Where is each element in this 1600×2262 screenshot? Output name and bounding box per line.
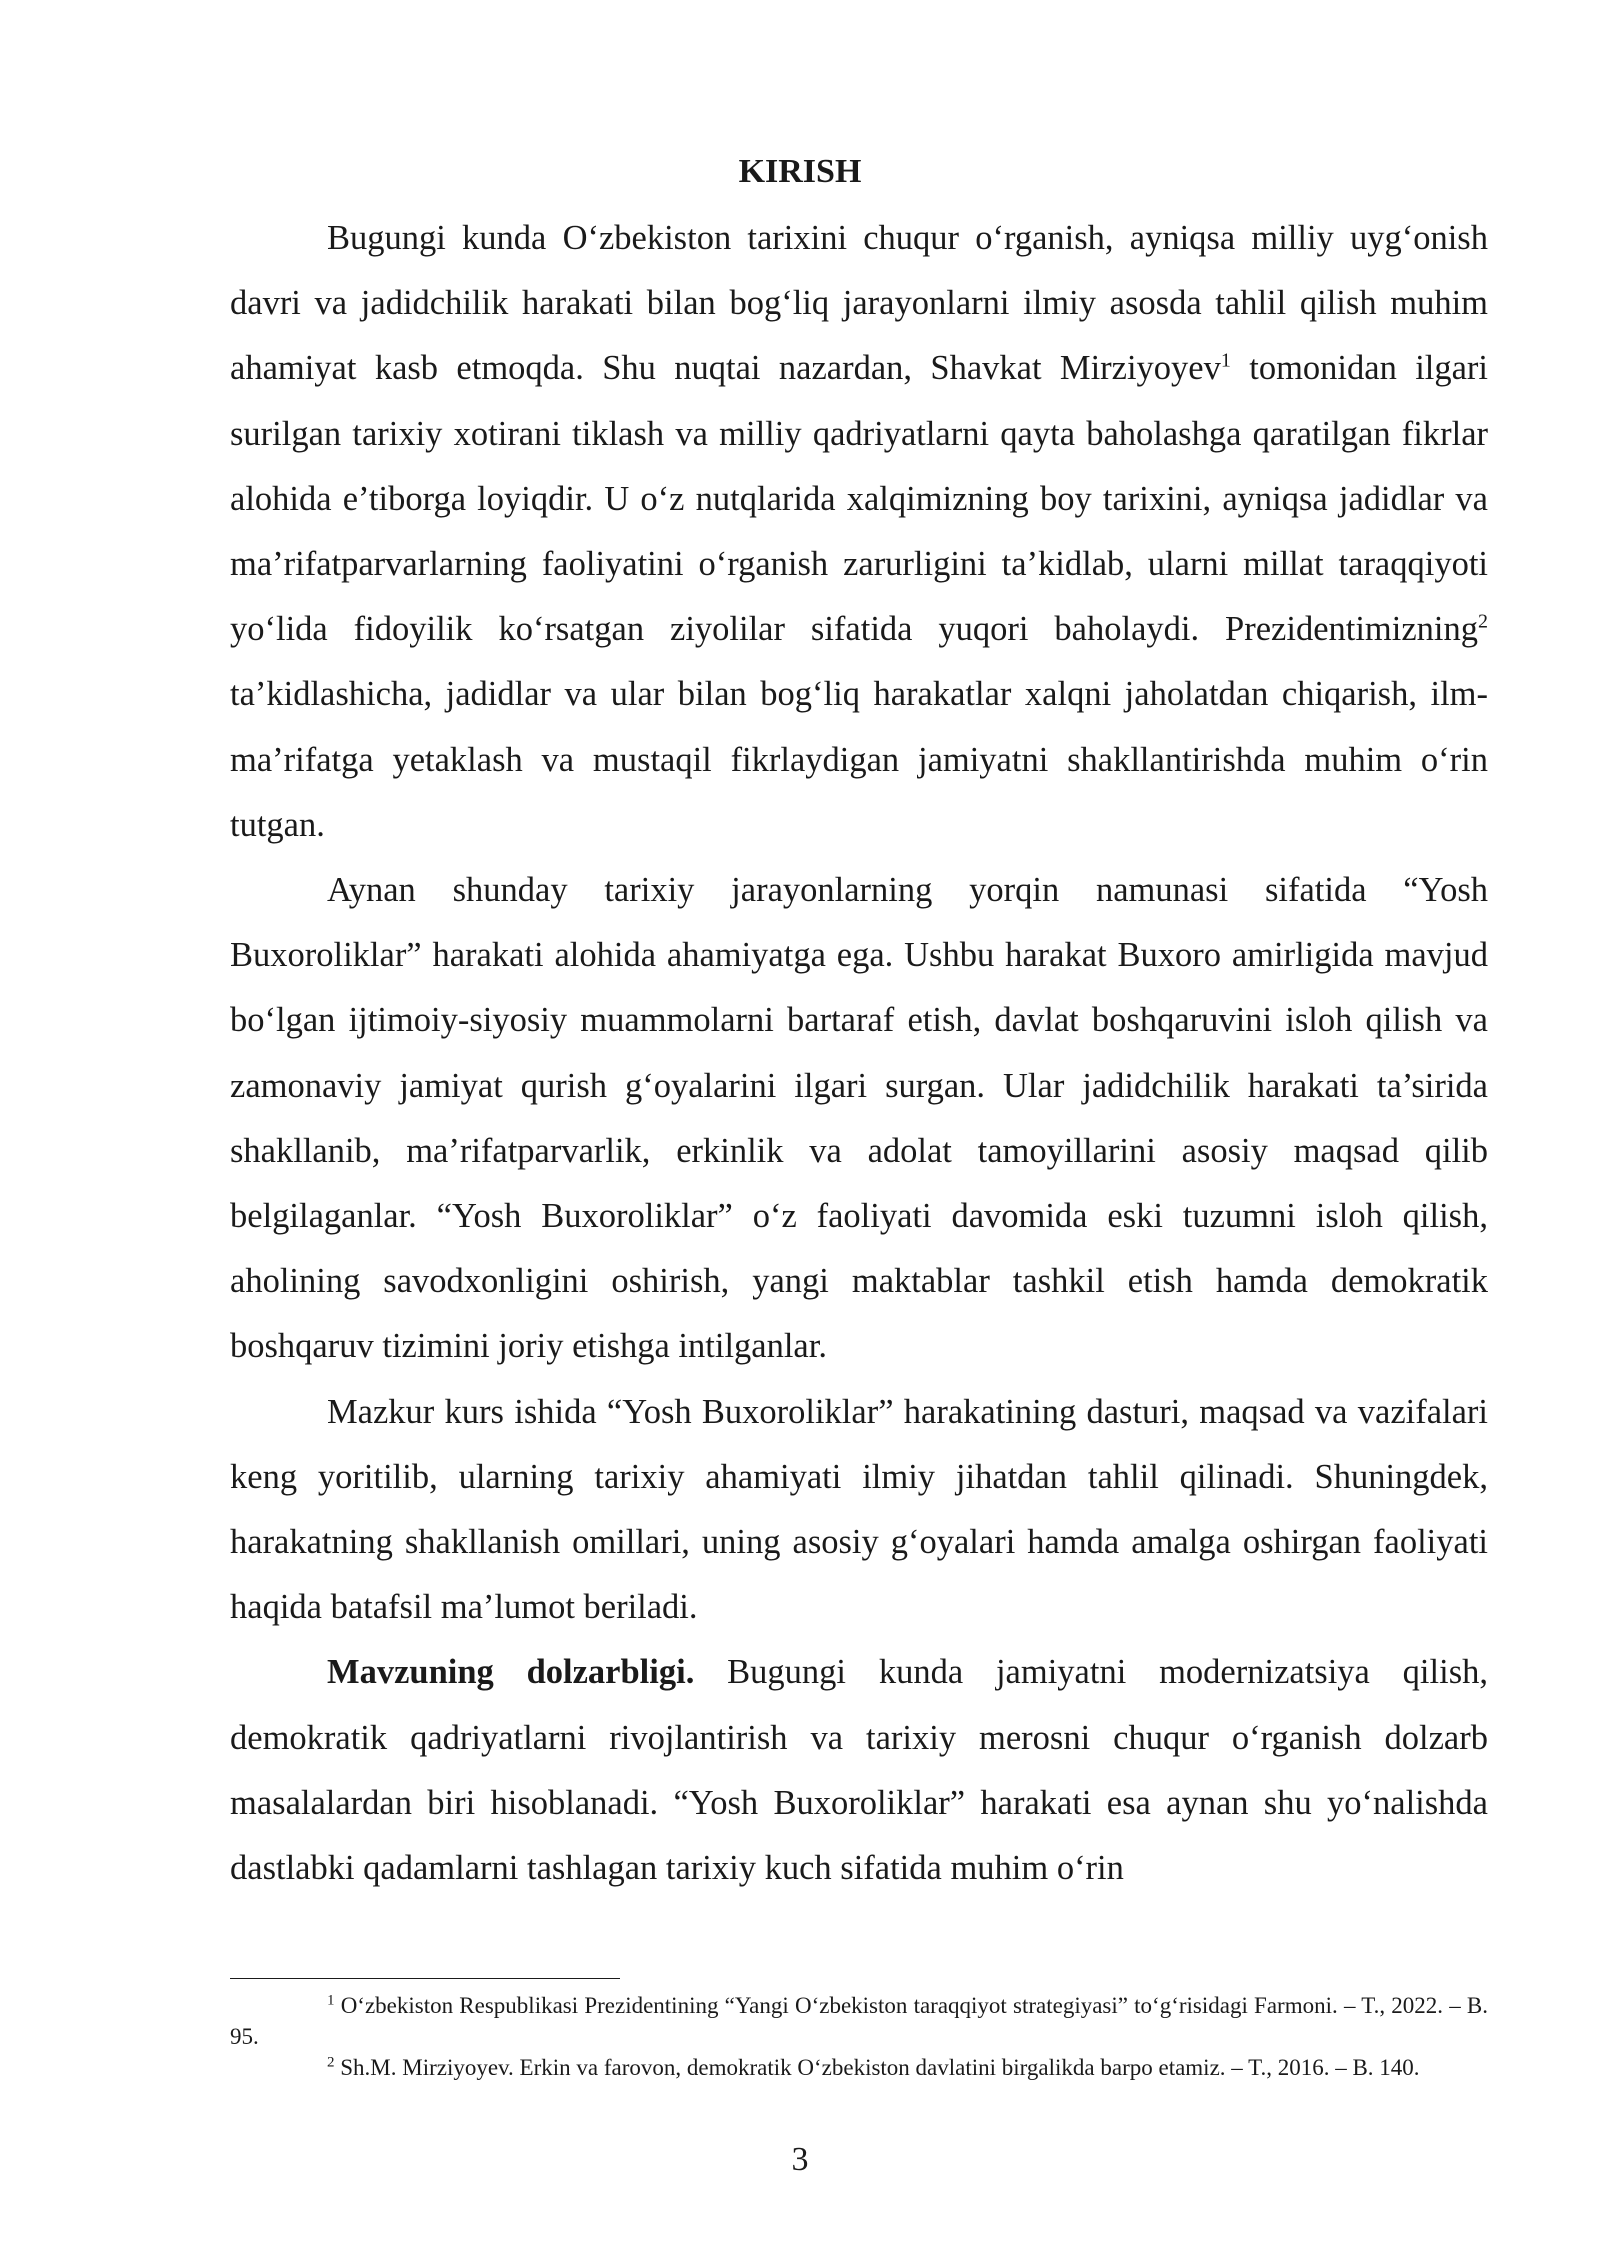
paragraph [230, 206, 1488, 858]
paragraph-text: tomonidan ilgari surilgan tarixiy xotirani tiklash va milliy qadriyatlarni qayta baholashga qaratilgan fikrlar alohida e’tiborga loyiqdir. U o‘z nutqlarida xalqimizning boy tarixini, ayniqsa jadidlar va ma’rifatparvarlarning faoliyatini o‘rganish zarurligini ta’kidlab, ularni millat taraqqiyoti yo‘lida fidoyilik ko‘rsatgan ziyolilar sifatida yuqori baholaydi. Prezidentimizning [230, 349, 1488, 649]
footnote-text: O‘zbekiston Respublikasi Prezidentining “Yangi O‘zbekiston taraqqiyot strategiyasi” to‘g‘risidagi Farmoni. – T., 2022. – B. 95. [230, 1993, 1488, 2049]
footnote-text: Sh.M. Mirziyoyev. Erkin va farovon, demokratik O‘zbekiston davlatini birgalikda barpo etamiz. – T., 2016. – B. 140. [334, 2055, 1420, 2080]
footnote-reference[interactable]: 1 [1220, 349, 1231, 372]
paragraph [230, 1380, 1488, 1641]
paragraph [230, 1640, 1488, 1901]
footnote [230, 1990, 1488, 2052]
paragraph-text: Bugungi kunda jamiyatni modernizatsiya qilish, demokratik qadriyatlarni rivojlantirish va tarixiy merosni chuqur o‘rganish dolzarb masalalardan biri hisoblanadi. “Yosh Buxoroliklar” harakati esa aynan shu yo‘nalishda dastlabki qadamlarni tashlagan tarixiy kuch sifatida muhim o‘rin [230, 1653, 1488, 1888]
footnote-mark: 1 [327, 1992, 335, 2009]
page-number: 3 [791, 2141, 809, 2178]
footnote-separator [230, 1978, 620, 1979]
paragraph-text: ta’kidlashicha, jadidlar va ular bilan bog‘liq harakatlar xalqni jaholatdan chiqarish, ilm-ma’rifatga yetaklash va mustaqil fikrlaydigan jamiyatni shakllantirishda muhim o‘rin tutgan. [230, 675, 1488, 844]
paragraph [230, 858, 1488, 1380]
paragraph-text: Aynan shunday tarixiy jarayonlarning yorqin namunasi sifatida “Yosh Buxoroliklar” harakati alohida ahamiyatga ega. Ushbu harakat Buxoro amirligida mavjud bo‘lgan ijtimoiy-siyosiy muammolarni bartaraf etish, davlat boshqaruvini isloh qilish va zamonaviy jamiyat qurish g‘oyalarini ilgari surgan. Ular jadidchilik harakati ta’sirida shakllanib, ma’rifatparvarlik, erkinlik va adolat tamoyillarini asosiy maqsad qilib belgilaganlar. “Yosh Buxoroliklar” o‘z faoliyati davomida eski tuzumni isloh qilish, aholining savodxonligini oshirish, yangi maktablar tashkil etish hamda demokratik boshqaruv tizimini joriy etishga intilganlar. [230, 871, 1488, 1366]
footnotes [230, 1990, 1488, 2083]
paragraph-text: Mazkur kurs ishida “Yosh Buxoroliklar” harakatining dasturi, maqsad va vazifalari keng yoritilib, ularning tarixiy ahamiyati ilmiy jihatdan tahlil qilinadi. Shuningdek, harakatning shakllanish omillari, uning asosiy g‘oyalari hamda amalga oshirgan faoliyati haqida batafsil ma’lumot beriladi. [230, 1392, 1488, 1627]
subsection-title: Mavzuning dolzarbligi. [327, 1653, 695, 1692]
section-heading: KIRISH [738, 153, 862, 190]
paragraph-text: Bugungi kunda O‘zbekiston tarixini chuqur o‘rganish, ayniqsa milliy uyg‘onish davri va jadidchilik harakati bilan bog‘liq jarayonlarni ilmiy asosda tahlil qilish muhim ahamiyat kasb etmoqda. Shu nuqtai nazardan, Shavkat Mirziyoyev [230, 219, 1488, 388]
footnote-reference[interactable]: 2 [1478, 610, 1488, 633]
footnote-mark: 2 [327, 2054, 335, 2071]
body-text [230, 206, 1488, 1901]
footnote [230, 2052, 1488, 2083]
